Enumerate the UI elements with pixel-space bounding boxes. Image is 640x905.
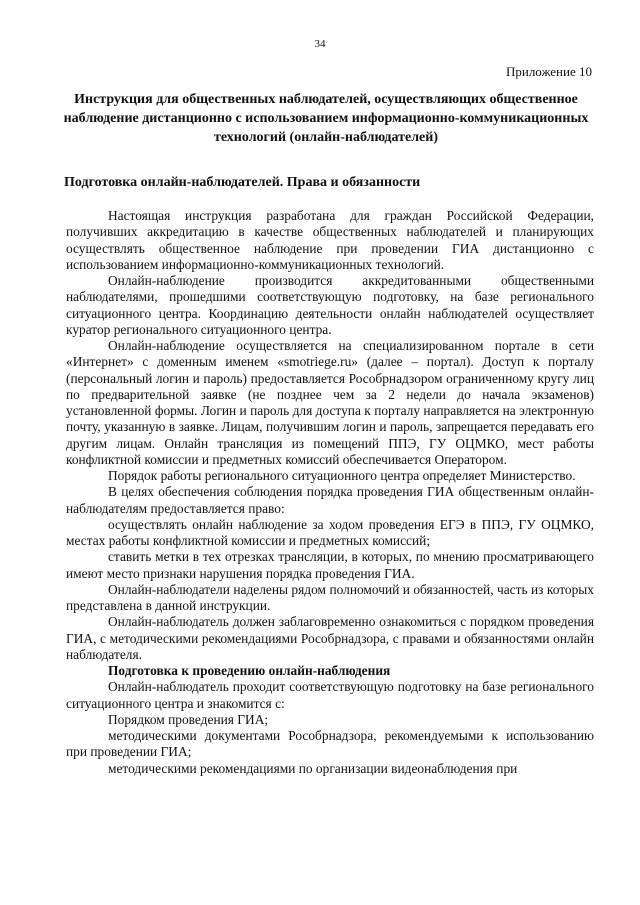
paragraph: Настоящая инструкция разработана для граждан Российской Федерации, получивших аккредитацию в качестве общественных наблюдателей и планирующих осуществлять общественное наблюдение при проведении ГИА дистанционно с использованием информационно-коммуникационных технологий. — [66, 208, 594, 272]
paragraph: Онлайн-наблюдение осуществляется на специализированном портале в сети «Интернет» с доменным именем «smotriege.ru» (далее – портал). Доступ к порталу (персональный логин и пароль) предоставляется Рособрнадзором ограниченному кругу лиц по предварительной заявке (не позднее чем за 2 недели до начала экзаменов) установленной формы. Логин и пароль для доступа к порталу направляется на электронную почту, указанную в заявке. Лицам, получившим логин и пароль, запрещается передавать его другим лицам. Онлайн трансляция из помещений ППЭ, ГУ ОЦМКО, мест работы конфликтной комиссии и предметных комиссий обеспечивается Оператором. — [66, 338, 594, 467]
paragraph: Онлайн-наблюдатель должен заблаговременно ознакомиться с порядком проведения ГИА, с методическими рекомендациями Рособрнадзора, с правами и обязанностями онлайн наблюдателя. — [66, 614, 594, 662]
subheading: Подготовка к проведению онлайн-наблюдения — [108, 663, 391, 678]
paragraph: методическими документами Рособрнадзора, рекомендуемыми к использованию при проведении ГИА; — [66, 728, 594, 760]
body-text — [66, 208, 594, 777]
paragraph: Онлайн-наблюдатели наделены рядом полномочий и обязанностей, часть из которых представлена в данной инструкции. — [66, 581, 594, 613]
document-title: Инструкция для общественных наблюдателей, осуществляющих общественное наблюдение дистанционно с использованием информационно-коммуникационных технологий (онлайн-наблюдателей) — [63, 92, 589, 145]
paragraph: ставить метки в тех отрезках трансляции, в которых, по мнению просматривающего имеют место признаки нарушения порядка проведения ГИА. — [66, 549, 594, 581]
page-number: 34 — [314, 38, 326, 50]
paragraph: Порядок работы регионального ситуационного центра определяет Министерство. — [108, 468, 576, 483]
paragraph: Онлайн-наблюдение производится аккредитованными общественными наблюдателями, прошедшими соответствующую подготовку, на базе регионального ситуационного центра. Координацию деятельности онлайн наблюдателей осуществляет куратор регионального ситуационного центра. — [66, 273, 594, 337]
paragraph: методическими рекомендациями по организации видеонаблюдения при — [108, 760, 518, 776]
paragraph: осуществлять онлайн наблюдение за ходом проведения ЕГЭ в ППЭ, ГУ ОЦМКО, местах работы конфликтной комиссии и предметных комиссий; — [66, 516, 594, 548]
appendix-label: Приложение 10 — [505, 64, 592, 79]
paragraph: В целях обеспечения соблюдения порядка проведения ГИА общественным онлайн-наблюдателям предоставляется право: — [66, 484, 594, 516]
paragraph: Онлайн-наблюдатель проходит соответствующую подготовку на базе регионального ситуационного центра и знакомится с: — [66, 679, 594, 711]
section-heading: Подготовка онлайн-наблюдателей. Права и обязанности — [64, 175, 421, 190]
paragraph: Порядком проведения ГИА; — [108, 711, 269, 727]
